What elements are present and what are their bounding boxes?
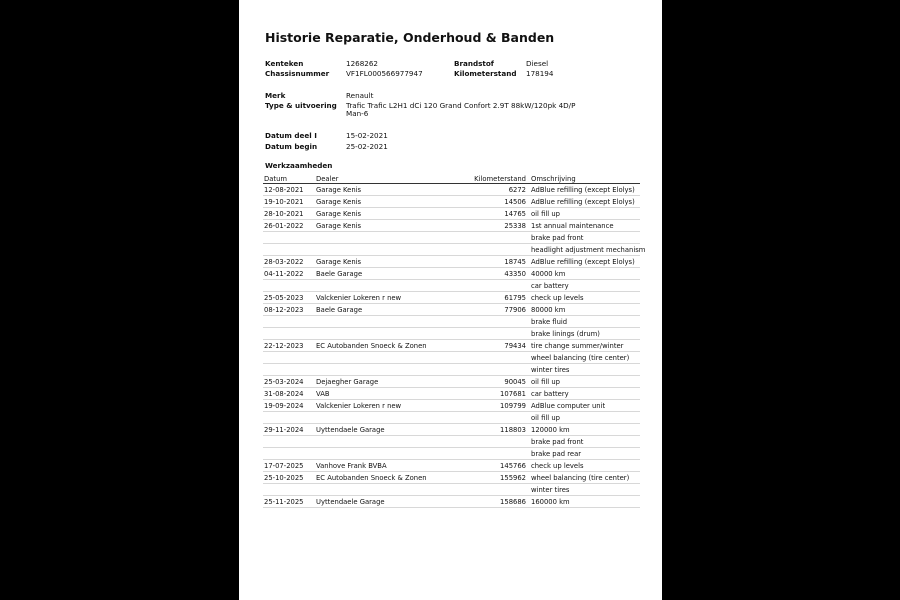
column-header-kilometerstand: Kilometerstand [474,174,526,183]
cell-kilometerstand: 43350 [504,269,526,278]
cell-omschrijving: check up levels [531,293,584,302]
table-row [263,460,640,472]
chassis-label: Chassisnummer [265,69,330,78]
cell-dealer: Uyttendaele Garage [316,497,385,506]
cell-kilometerstand: 61795 [504,293,526,302]
column-header-dealer: Dealer [316,174,339,183]
cell-datum: 25-11-2025 [264,497,304,506]
table-row [263,184,640,196]
table-row [263,280,640,292]
cell-datum: 29-11-2024 [264,425,304,434]
table-row [263,364,640,376]
column-header-datum: Datum [264,174,287,183]
merk-label: Merk [265,91,286,100]
chassis-value: VF1FL000566977947 [346,69,423,78]
table-body [263,184,646,508]
cell-dealer: Garage Kenis [316,257,362,266]
cell-dealer: Garage Kenis [316,209,362,218]
cell-dealer: Baele Garage [316,269,363,278]
cell-kilometerstand: 25338 [504,221,526,230]
type-value-line1: Trafic Trafic L2H1 dCi 120 Grand Confort 2.9T 88kW/120pk 4D/P [346,101,576,110]
cell-omschrijving: wheel balancing (tire center) [531,353,630,362]
table-row [263,328,640,340]
cell-omschrijving: car battery [531,281,569,290]
cell-omschrijving: 40000 km [531,269,566,278]
cell-kilometerstand: 18745 [504,257,526,266]
kenteken-label: Kenteken [265,59,304,68]
table-row [263,352,640,364]
brandstof-label: Brandstof [454,59,494,68]
cell-datum: 22-12-2023 [264,341,304,350]
type-label: Type & uitvoering [265,101,337,110]
table-row [263,220,640,232]
cell-dealer: Vanhove Frank BVBA [316,461,387,470]
cell-datum: 25-05-2023 [264,293,304,302]
cell-omschrijving: check up levels [531,461,584,470]
cell-omschrijving: AdBlue refilling (except Elolys) [531,257,635,266]
cell-omschrijving: brake pad front [531,437,584,446]
table-row [263,448,640,460]
table-row [263,436,640,448]
table-row [263,484,640,496]
cell-kilometerstand: 145766 [500,461,526,470]
kenteken-value: 1268262 [346,59,379,68]
cell-kilometerstand: 109799 [500,401,526,410]
cell-kilometerstand: 14506 [504,197,526,206]
table-row [263,424,640,436]
cell-dealer: Garage Kenis [316,185,362,194]
cell-kilometerstand: 77906 [504,305,526,314]
cell-omschrijving: 160000 km [531,497,570,506]
merk-value: Renault [346,91,374,100]
cell-omschrijving: brake fluid [531,317,568,326]
table-row [263,376,640,388]
cell-omschrijving: AdBlue refilling (except Elolys) [531,197,635,206]
cell-kilometerstand: 90045 [504,377,526,386]
cell-datum: 28-10-2021 [264,209,304,218]
cell-datum: 19-10-2021 [264,197,304,206]
table-row [263,472,640,484]
cell-kilometerstand: 155962 [500,473,526,482]
datum-deel-label: Datum deel I [265,131,317,140]
cell-omschrijving: car battery [531,389,569,398]
cell-datum: 28-03-2022 [264,257,304,266]
cell-dealer: Valckenier Lokeren r new [316,293,402,302]
kilometerstand-label: Kilometerstand [454,69,517,78]
table-row [263,256,640,268]
table-row [263,268,640,280]
cell-kilometerstand: 118803 [500,425,526,434]
cell-omschrijving: oil fill up [531,377,560,386]
cell-datum: 26-01-2022 [264,221,304,230]
cell-omschrijving: 1st annual maintenance [531,221,614,230]
table-row [263,400,640,412]
cell-omschrijving: winter tires [531,485,570,494]
document-page [239,0,662,600]
column-header-omschrijving: Omschrijving [531,174,576,183]
type-value-line2: Man-6 [346,109,369,118]
table-header [263,173,640,184]
datum-deel-value: 15-02-2021 [346,131,388,140]
table-row [263,244,646,256]
cell-datum: 31-08-2024 [264,389,304,398]
cell-dealer: EC Autobanden Snoeck & Zonen [316,341,427,350]
cell-omschrijving: 120000 km [531,425,570,434]
werkzaamheden-table [263,173,646,508]
werkzaamheden-heading: Werkzaamheden [265,161,333,170]
cell-kilometerstand: 6272 [508,185,526,194]
kilometerstand-value: 178194 [526,69,554,78]
cell-dealer: Baele Garage [316,305,363,314]
table-row [263,340,640,352]
cell-dealer: EC Autobanden Snoeck & Zonen [316,473,427,482]
table-row [263,208,640,220]
cell-kilometerstand: 107681 [500,389,526,398]
datum-begin-value: 25-02-2021 [346,142,388,151]
table-row [263,304,640,316]
table-row [263,292,640,304]
cell-omschrijving: AdBlue computer unit [531,401,606,410]
cell-dealer: VAB [316,389,330,398]
cell-omschrijving: brake pad front [531,233,584,242]
table-row [263,412,640,424]
cell-datum: 04-11-2022 [264,269,304,278]
cell-omschrijving: tire change summer/winter [531,341,624,350]
cell-dealer: Uyttendaele Garage [316,425,385,434]
cell-omschrijving: 80000 km [531,305,566,314]
cell-omschrijving: wheel balancing (tire center) [531,473,630,482]
cell-datum: 08-12-2023 [264,305,304,314]
cell-datum: 19-09-2024 [264,401,304,410]
table-row [263,232,640,244]
cell-kilometerstand: 14765 [504,209,526,218]
cell-datum: 25-10-2025 [264,473,304,482]
cell-dealer: Dejaegher Garage [316,377,379,386]
datum-begin-label: Datum begin [265,142,318,151]
page-title: Historie Reparatie, Onderhoud & Banden [265,30,555,45]
cell-datum: 25-03-2024 [264,377,304,386]
cell-dealer: Valckenier Lokeren r new [316,401,402,410]
cell-omschrijving: headlight adjustment mechanism [531,245,646,254]
table-row [263,496,640,508]
table-row [263,316,640,328]
cell-kilometerstand: 79434 [504,341,526,350]
table-row [263,388,640,400]
cell-datum: 17-07-2025 [264,461,304,470]
cell-omschrijving: brake pad rear [531,449,582,458]
cell-dealer: Garage Kenis [316,197,362,206]
cell-dealer: Garage Kenis [316,221,362,230]
brandstof-value: Diesel [526,59,549,68]
cell-datum: 12-08-2021 [264,185,304,194]
cell-omschrijving: brake linings (drum) [531,329,600,338]
table-row [263,196,640,208]
cell-omschrijving: oil fill up [531,413,560,422]
cell-omschrijving: winter tires [531,365,570,374]
cell-kilometerstand: 158686 [500,497,526,506]
cell-omschrijving: AdBlue refilling (except Elolys) [531,185,635,194]
cell-omschrijving: oil fill up [531,209,560,218]
